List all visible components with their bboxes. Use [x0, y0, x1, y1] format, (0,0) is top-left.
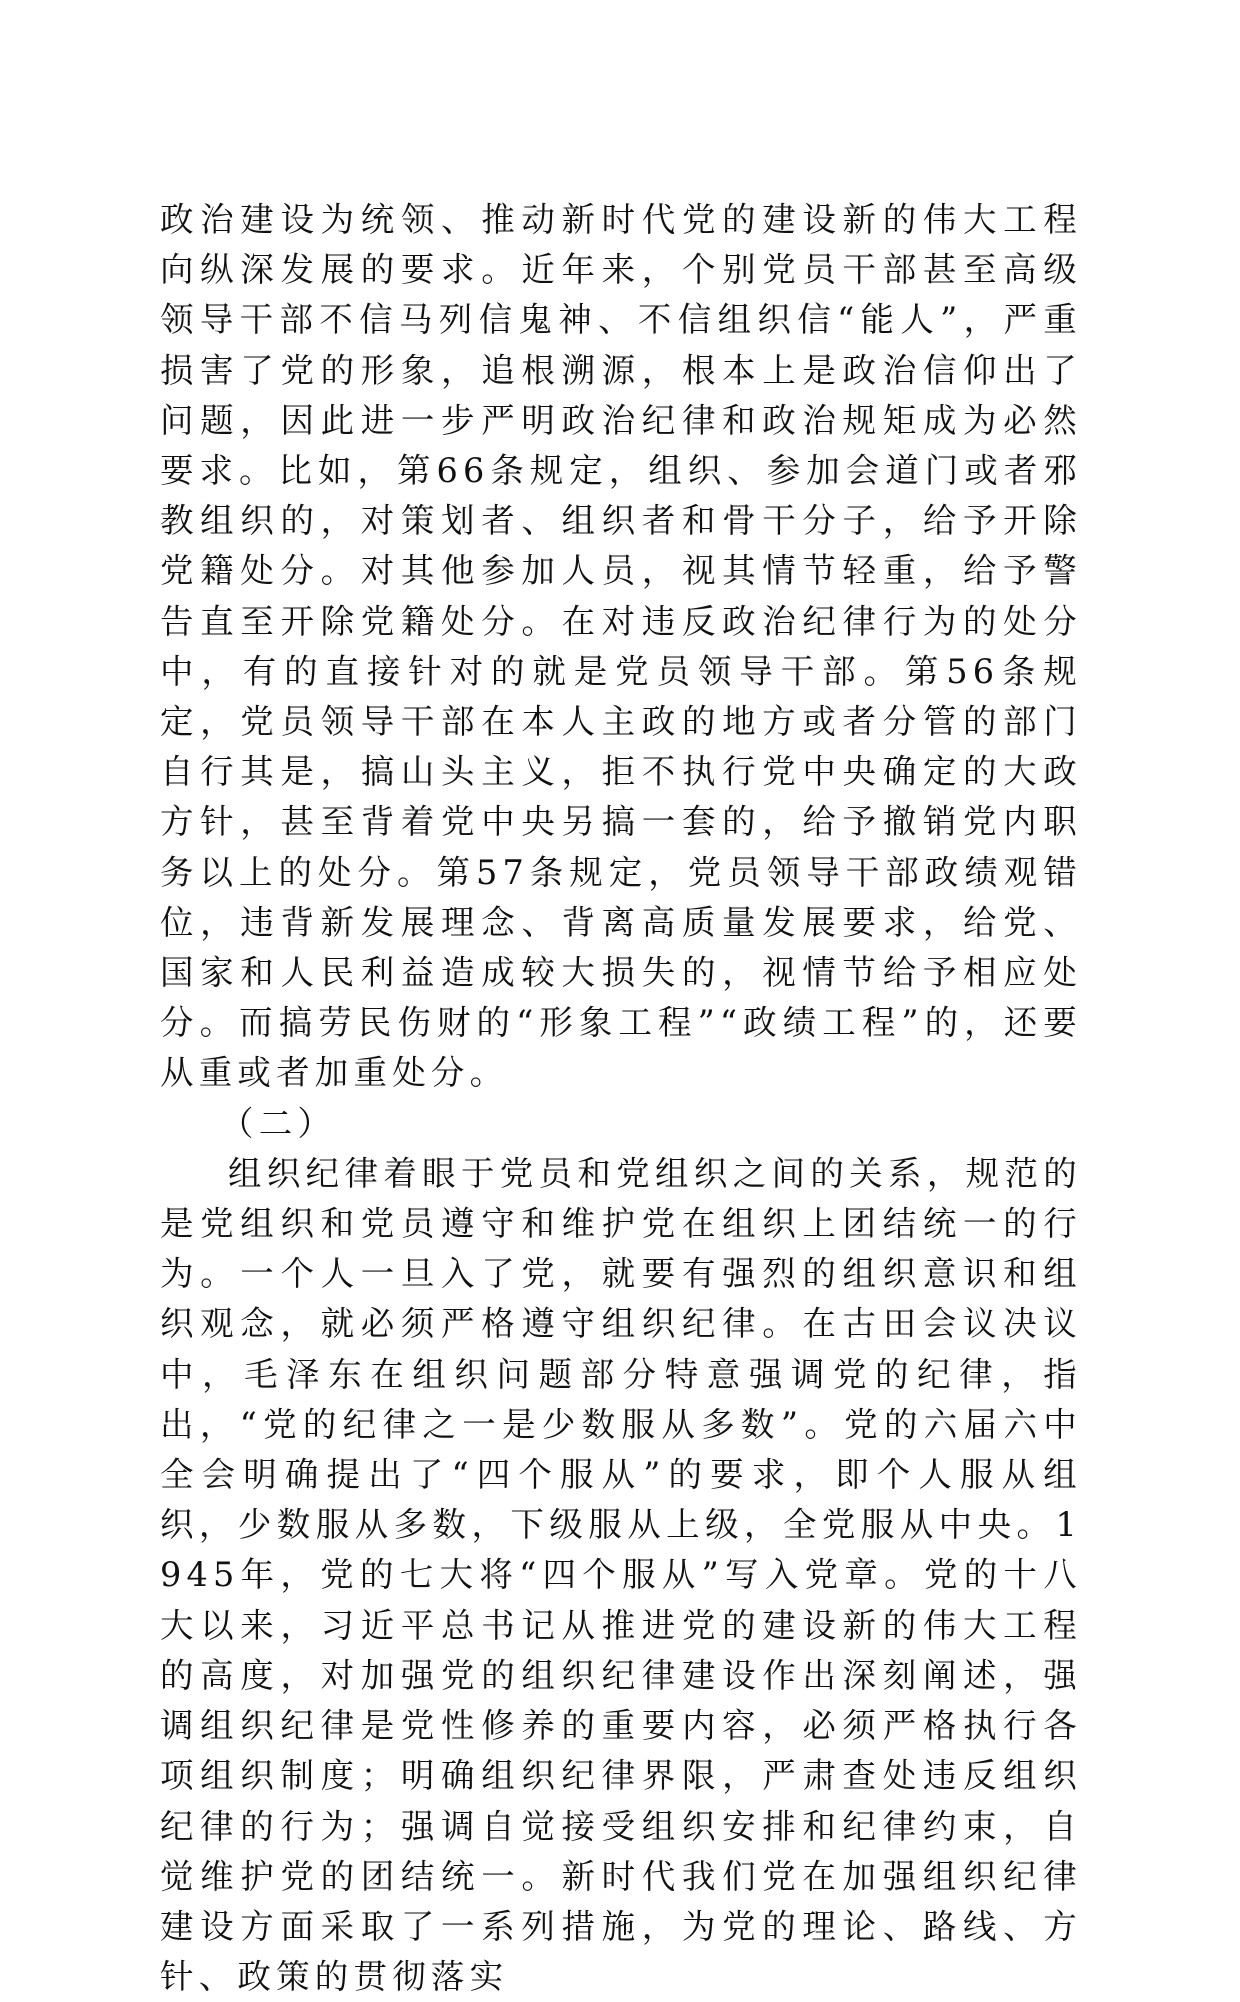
body-paragraph-1: 政治建设为统领、推动新时代党的建设新的伟大工程向纵深发展的要求。近年来，个别党员干部甚至高级领导干部不信马列信鬼神、不信组织信“能人”，严重损害了党的形象，追根溯源，根本上是政治信仰出了问题，因此进一步严明政治纪律和政治规矩成为必然要求。比如，第66条规定，组织、参加会道门或者邪教组织的，对策划者、组织者和骨干分子，给予开除党籍处分。对其他参加人员，视其情节轻重，给予警告直至开除党籍处分。在对违反政治纪律行为的处分中，有的直接针对的就是党员领导干部。第56条规定，党员领导干部在本人主政的地方或者分管的部门自行其是，搞山头主义，拒不执行党中央确定的大政方针，甚至背着党中央另搞一套的，给予撤销党内职务以上的处分。第57条规定，党员领导干部政绩观错位，违背新发展理念、背离高质量发展要求，给党、国家和人民利益造成较大损失的，视情节给予相应处分。而搞劳民伤财的“形象工程”“政绩工程”的，还要从重或者加重处分。: [160, 200, 1082, 1093]
body-paragraph-2: 组织纪律着眼于党员和党组织之间的关系，规范的是党组织和党员遵守和维护党在组织上团结统一的行为。一个人一旦入了党，就要有强烈的组织意识和组织观念，就必须严格遵守组织纪律。在古田会议决议中，毛泽东在组织问题部分特意强调党的纪律，指出，“党的纪律之一是少数服从多数”。党的六届六中全会明确提出了“四个服从”的要求，即个人服从组织，少数服从多数，下级服从上级，全党服从中央。1945年，党的七大将“四个服从”写入党章。党的十八大以来，习近平总书记从推进党的建设新的伟大工程的高度，对加强党的组织纪律建设作出深刻阐述，强调组织纪律是党性修养的重要内容，必须严格执行各项组织制度；明确组织纪律界限，严肃查处违反组织纪律的行为；强调自觉接受组织安排和纪律约束，自觉维护党的团结统一。新时代我们党在加强组织纪律建设方面采取了一系列措施，为党的理论、路线、方针、政策的贯彻落实: [160, 1153, 1082, 1997]
document-page: [160, 195, 1082, 2002]
section-heading: （二）: [220, 1103, 337, 1143]
